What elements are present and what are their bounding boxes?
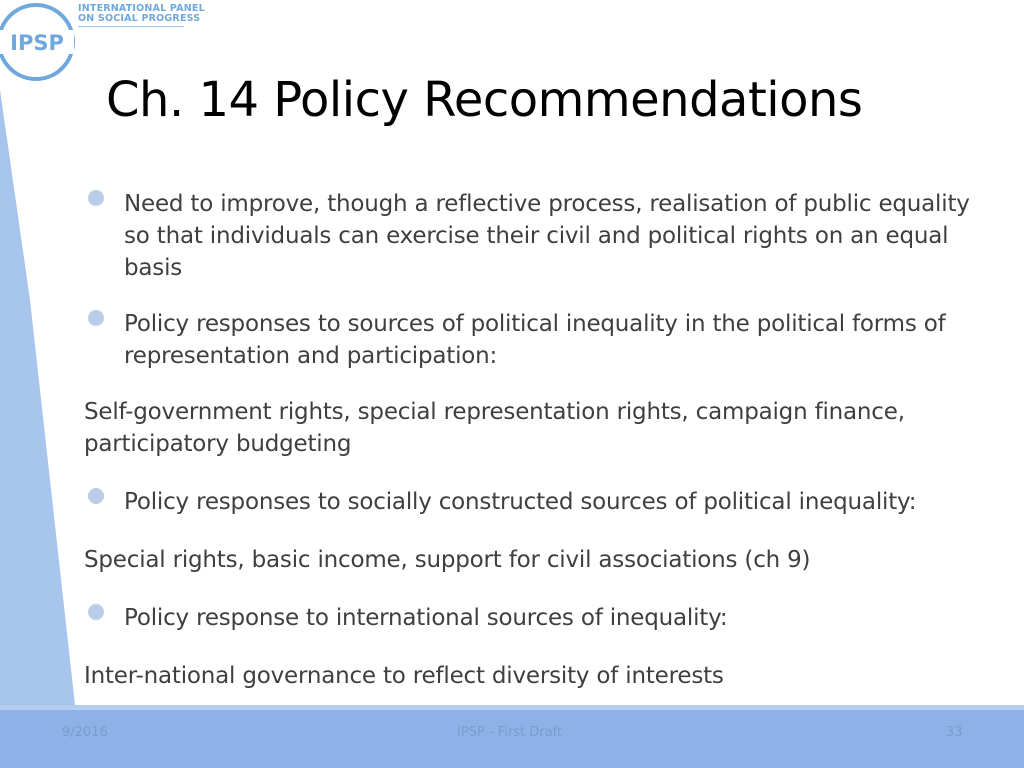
- body-paragraph: [84, 544, 984, 576]
- bullet-item: [84, 188, 984, 284]
- paragraph-text: Inter-national governance to reflect diversity of interests: [84, 663, 724, 689]
- footer-date: 9/2016: [62, 725, 108, 740]
- bottom-accent-highlight: [0, 705, 1024, 710]
- logo-divider: [78, 26, 184, 27]
- slide-title: Ch. 14 Policy Recommendations: [106, 72, 863, 128]
- bullet-item: [84, 602, 984, 634]
- bullet-dot-icon: [88, 310, 104, 326]
- bullet-dot-icon: [88, 604, 104, 620]
- body-paragraph: [84, 396, 984, 460]
- paragraph-text: Self-government rights, special representation rights, campaign finance, participatory budgeting: [84, 399, 905, 457]
- logo-line-2: ON SOCIAL PROGRESS: [78, 13, 201, 24]
- logo-line-1: INTERNATIONAL PANEL: [78, 3, 205, 14]
- footer-title: IPSP - First Draft: [457, 725, 562, 740]
- bullet-item: [84, 486, 984, 518]
- ipsp-logo-mark: [0, 0, 78, 86]
- slide-body: [84, 188, 984, 692]
- left-accent-shape: [0, 90, 75, 705]
- bullet-text: Policy response to international sources of inequality:: [124, 605, 728, 631]
- bullet-item: [84, 308, 984, 372]
- logo-abbr: IPSP: [10, 31, 64, 55]
- bullet-text: Policy responses to sources of political inequality in the political forms of representation and participation:: [124, 311, 946, 369]
- bullet-dot-icon: [88, 190, 104, 206]
- bullet-text: Policy responses to socially constructed sources of political inequality:: [124, 489, 917, 515]
- paragraph-text: Special rights, basic income, support for civil associations (ch 9): [84, 547, 811, 573]
- bullet-text: Need to improve, though a reflective process, realisation of public equality so that individuals can exercise their civil and political rights on an equal basis: [124, 191, 970, 281]
- bullet-dot-icon: [88, 488, 104, 504]
- page-number: 33: [946, 725, 963, 740]
- body-paragraph: [84, 660, 984, 692]
